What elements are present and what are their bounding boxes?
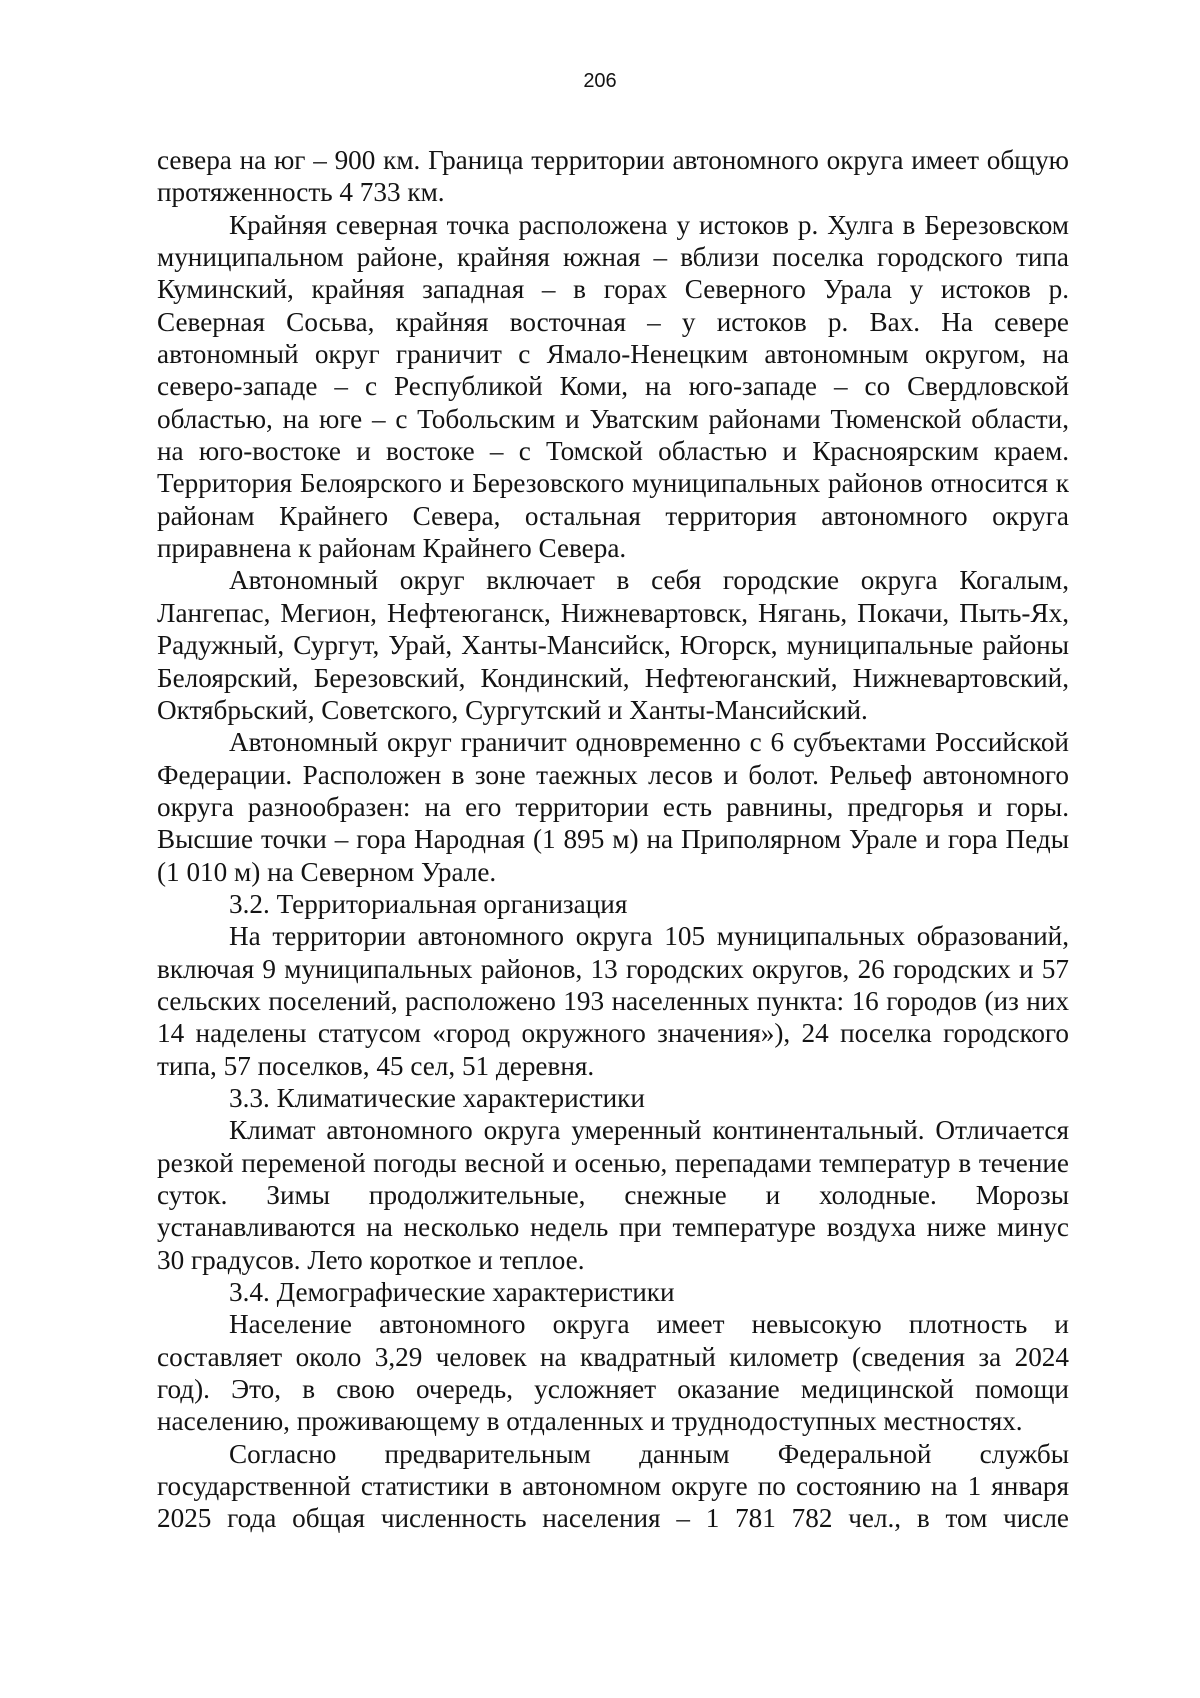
paragraph-population-density: Население автономного округа имеет невысокую плотность и составляет около 3,29 человек на квадратный километр (сведения за 2024 год). Это, в свою очередь, усложняет оказание медицинской помощи населению, проживающему в отдаленных и труднодоступных местностях. [157, 1309, 1069, 1437]
paragraph-area-continuation: севера на юг – 900 км. Граница территории автономного округа имеет общую протяженность 4 733 км. [157, 145, 1069, 208]
paragraph-climate: Климат автономного округа умеренный континентальный. Отличается резкой переменой погоды весной и осенью, перепадами температур в течение суток. Зимы продолжительные, снежные и холодные. Морозы устанавливаются на несколько недель при температуре воздуха ниже минус 30 градусов. Лето короткое и теплое. [157, 1115, 1069, 1275]
heading-climate: 3.3. Климатические характеристики [229, 1082, 645, 1113]
paragraph-municipal-composition: Автономный округ включает в себя городские округа Когалым, Лангепас, Мегион, Нефтеюганск, Нижневартовск, Нягань, Покачи, Пыть-Ях, Радужный, Сургут, Урай, Ханты-Мансийск, Югорск, муниципальные районы Белоярский, Березовский, Кондинский, Нефтеюганский, Нижневартовский, Октябрьский, Советского, Сургутский и Ханты-Мансийский. [157, 565, 1069, 725]
paragraph-borders-relief: Автономный округ граничит одновременно с 6 субъектами Российской Федерации. Расположен в зоне таежных лесов и болот. Рельеф автономного округа разнообразен: на его территории есть равнины, предгорья и горы. Высшие точки – гора Народная (1 895 м) на Приполярном Урале и гора Педы (1 010 м) на Северном Урале. [157, 727, 1069, 887]
document-body [157, 144, 1069, 1535]
heading-demographics: 3.4. Демографические характеристики [229, 1277, 675, 1308]
page-number: 206 [583, 70, 617, 92]
paragraph-extreme-points: Крайняя северная точка расположена у истоков р. Хулга в Березовском муниципальном районе, крайняя южная – вблизи поселка городского типа Куминский, крайняя западная – в горах Северного Урала у истоков р. Северная Сосьва, крайняя восточная – у истоков р. Вах. На севере автономный округ граничит с Ямало-Ненецким автономным округом, на северо-западе – с Республикой Коми, на юго-западе – со Свердловской областью, на юге – с Тобольским и Уватским районами Тюменской области, на юго-востоке и востоке – с Томской областью и Красноярским краем. Территория Белоярского и Березовского муниципальных районов относится к районам Крайнего Севера, остальная территория автономного округа приравнена к районам Крайнего Севера. [157, 209, 1069, 564]
paragraph-territorial-organization: На территории автономного округа 105 муниципальных образований, включая 9 муниципальных районов, 13 городских округов, 26 городских и 57 сельских поселений, расположено 193 населенных пункта: 16 городов (из них 14 наделены статусом «город окружного значения»), 24 поселка городского типа, 57 поселков, 45 сел, 51 деревня. [157, 921, 1069, 1081]
heading-territorial-organization: 3.2. Территориальная организация [229, 888, 628, 919]
paragraph-population-total: Согласно предварительным данным Федеральной службы государственной статистики в автономном округе по состоянию на 1 января 2025 года общая численность населения – 1 781 782 чел., в том числе [157, 1438, 1069, 1534]
